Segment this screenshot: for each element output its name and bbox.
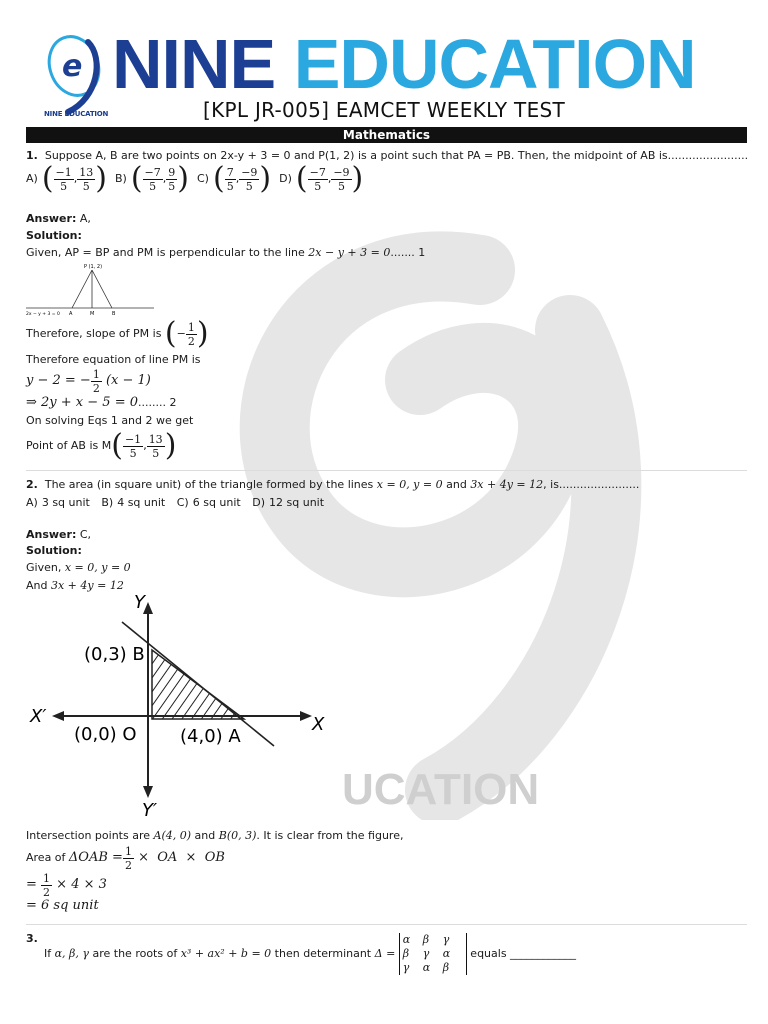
q2-answer: Answer: C, bbox=[26, 528, 92, 541]
q2-fig-watermark: UCATION bbox=[342, 765, 540, 814]
q1-point: Point of AB is M ( $\frac{-1}{5}$ , $\frac{13}{5}$ ) bbox=[26, 428, 177, 463]
q1-option-c[interactable]: C) ( $\frac{7}{5}$ , $\frac{-9}{5}$ ) bbox=[196, 161, 272, 196]
q1-option-d[interactable]: D) ( $\frac{-7}{5}$ , $\frac{-9}{5}$ ) bbox=[279, 161, 364, 196]
q2-and: And 3x + 4y = 12 bbox=[26, 579, 124, 592]
q3-question: If α, β, γ are the roots of x³ + ax² + b = 0 then determinant Δ = α β γ β γ α γ α β equals ____________ bbox=[44, 933, 577, 974]
brand-education: EDUCATION bbox=[293, 25, 696, 103]
q1-answer: Answer: A, bbox=[26, 212, 91, 225]
q1-fig-b-label: B bbox=[112, 311, 116, 317]
q1-option-a[interactable]: A) ( $\frac{-1}{5}$ , $\frac{13}{5}$ ) bbox=[26, 161, 107, 196]
q1-slope: Therefore, slope of PM is ( − $\frac{1}{2}$ ) bbox=[26, 316, 209, 351]
brand-nine: NINE bbox=[112, 25, 276, 103]
test-title: [KPL JR-005] EAMCET WEEKLY TEST bbox=[202, 98, 566, 122]
q1-solving: On solving Eqs 1 and 2 we get bbox=[26, 414, 194, 427]
q2-option-a[interactable]: A) 3 sq unit bbox=[26, 496, 90, 509]
q1-perpendicular-figure bbox=[26, 260, 156, 318]
logo-caption: NINE EDUCATION bbox=[44, 110, 109, 118]
q2-intersection: Intersection points are A(4, 0) and B(0, 3). It is clear from the figure, bbox=[26, 829, 404, 842]
q1-eq2: ⇒ 2y + x − 5 = 0........ 2 bbox=[26, 395, 177, 410]
q2-fig-x-label: X bbox=[312, 714, 325, 735]
q2-option-d[interactable]: D) 12 sq unit bbox=[252, 496, 325, 509]
subject-bar: Mathematics bbox=[26, 127, 747, 143]
q1-options bbox=[26, 162, 371, 196]
q1-fig-m-label: M bbox=[90, 311, 95, 317]
q1-option-b[interactable]: B) ( $\frac{-7}{5}$ , $\frac{9}{5}$ ) bbox=[114, 161, 189, 196]
q1-number: 1. bbox=[26, 149, 38, 162]
q2-option-b[interactable]: B) 4 sq unit bbox=[101, 496, 166, 509]
q1-fig-line-label: 2x − y + 3 = 0 bbox=[26, 312, 60, 317]
q2-area: Area of ΔOAB = $\frac{1}{2}$ × OA × OB bbox=[26, 844, 225, 872]
q3-number: 3. bbox=[26, 932, 38, 945]
q1-fig-p-label: P (1, 2) bbox=[84, 264, 103, 270]
divider-1 bbox=[26, 470, 747, 471]
q2-fig-y-label: Y bbox=[134, 592, 145, 613]
q1-eq1: y − 2 = − $\frac{1}{2}$ (x − 1) bbox=[26, 367, 151, 395]
q2-given: Given, x = 0, y = 0 bbox=[26, 561, 131, 574]
q3-determinant: α β γ β γ α γ α β bbox=[399, 933, 467, 975]
q2-fig-o-label: (0,0) O bbox=[74, 724, 137, 745]
svg-text:e: e bbox=[62, 49, 83, 84]
q1-eq-line-text: Therefore equation of line PM is bbox=[26, 353, 201, 366]
q1-given: Given, AP = BP and PM is perpendicular to the line 2x − y + 3 = 0....... 1 bbox=[26, 246, 426, 259]
q2-fig-a-label: (4,0) A bbox=[180, 726, 241, 747]
q1-fig-a-label: A bbox=[69, 311, 73, 317]
q2-question: 2. The area (in square unit) of the triangle formed by the lines x = 0, y = 0 and 3x + 4y = 12, is....................... bbox=[26, 478, 640, 491]
q2-solution-label: Solution: bbox=[26, 544, 82, 557]
q2-step2: = 6 sq unit bbox=[26, 898, 99, 913]
q2-option-c[interactable]: C) 6 sq unit bbox=[176, 496, 241, 509]
q2-options bbox=[26, 496, 332, 510]
q1-text: Suppose A, B are two points on 2x-y + 3 = 0 and P(1, 2) is a point such that PA = PB. Then, the midpoint of AB is....................... bbox=[44, 149, 749, 162]
q2-fig-xneg-label: X′ bbox=[30, 706, 47, 727]
q2-fig-yneg-label: Y′ bbox=[142, 800, 158, 821]
q2-triangle-figure bbox=[26, 592, 566, 822]
q2-step1: = $\frac{1}{2}$ × 4 × 3 bbox=[26, 871, 107, 899]
q2-fig-b-label: (0,3) B bbox=[84, 644, 145, 665]
q1-solution-label: Solution: bbox=[26, 229, 82, 242]
divider-2 bbox=[26, 924, 747, 925]
brand-title bbox=[112, 24, 696, 104]
